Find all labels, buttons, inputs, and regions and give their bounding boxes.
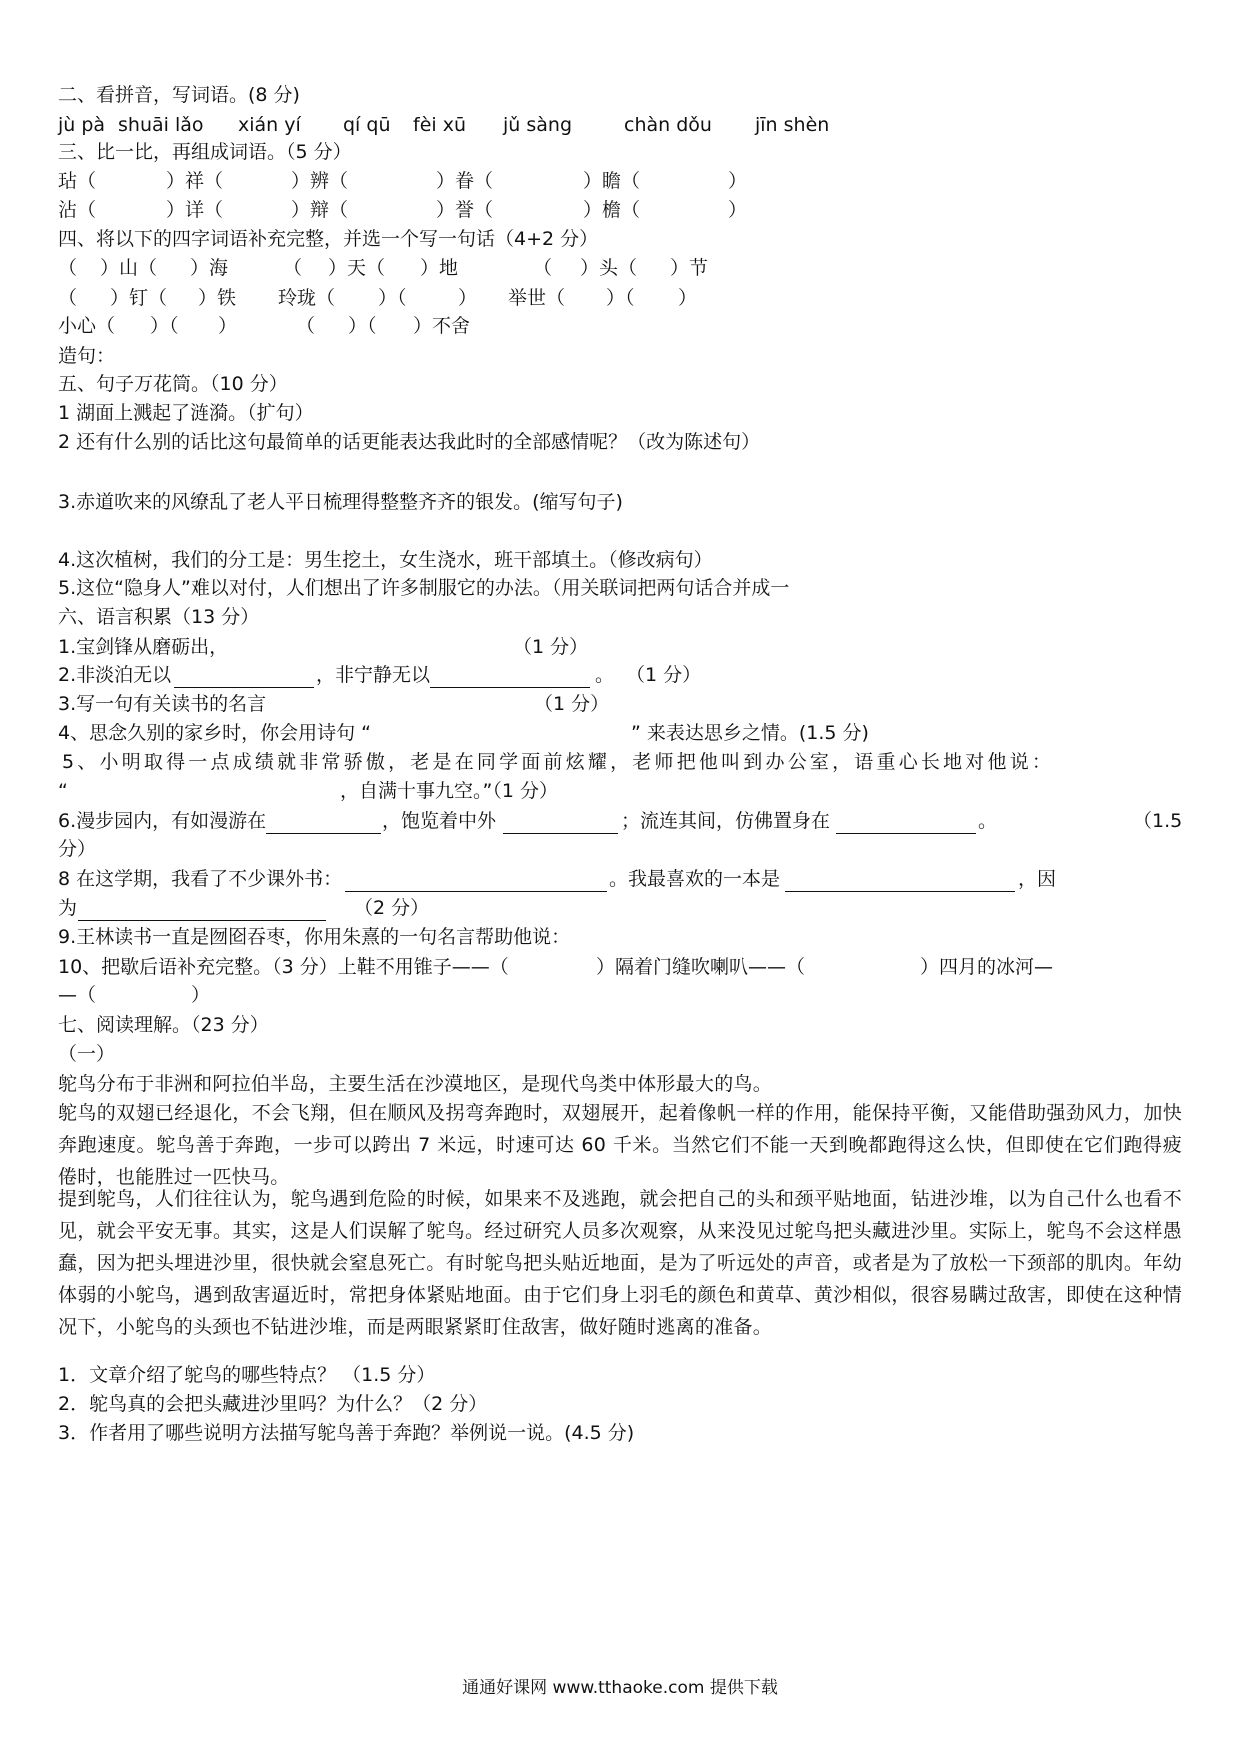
idiom-cell: ）天（ bbox=[328, 257, 386, 279]
answer-blank[interactable] bbox=[785, 891, 1015, 892]
sentence-q5: 5.这位“隐身人”难以对付，人们想出了许多制服它的办法。（用关联词把两句话合并成一 bbox=[58, 577, 790, 599]
section3-heading: 三、比一比，再组成词语。（5 分） bbox=[58, 141, 352, 163]
question-text: 4、思念久别的家乡时，你会用诗句 “ bbox=[58, 722, 371, 744]
question-text: ；流连其间，仿佛置身在 bbox=[621, 810, 831, 832]
idiom-row-1 bbox=[58, 253, 1182, 283]
score-label: （1 分） bbox=[626, 664, 702, 686]
idiom-cell: ）（ bbox=[378, 287, 407, 309]
accum-q6-score-cont: 分） bbox=[58, 838, 97, 860]
question-text: ，饱览着中外 bbox=[382, 810, 497, 832]
idiom-cell: 小心（ bbox=[58, 315, 116, 337]
accum-q2 bbox=[58, 660, 1182, 690]
question-text: 。我最喜欢的一本是 bbox=[609, 868, 781, 890]
idiom-cell: ）头（ bbox=[580, 257, 638, 279]
reading-q2: 2．鸵鸟真的会把头藏进沙里吗？为什么？（2 分） bbox=[58, 1393, 488, 1415]
idiom-cell: ）（ bbox=[606, 287, 635, 309]
idiom-cell: ） bbox=[678, 287, 698, 309]
idiom-row-3 bbox=[58, 311, 1182, 341]
idiom-cell: 举世（ bbox=[508, 287, 566, 309]
question-text: 1.宝剑锋从磨砺出， bbox=[58, 636, 229, 658]
question-text: 3.写一句有关读书的名言 bbox=[58, 693, 267, 715]
score-label: （1 分） bbox=[534, 693, 610, 715]
reading-q3: 3．作者用了哪些说明方法描写鸵鸟善于奔跑？举例说一说。(4.5 分) bbox=[58, 1422, 635, 1444]
compare-row-2 bbox=[58, 195, 1182, 225]
question-text: 8 在这学期，我看了不少课外书： bbox=[58, 868, 343, 890]
section7-heading: 七、阅读理解。（23 分） bbox=[58, 1014, 269, 1036]
question-text: ，非宁静无以 bbox=[316, 664, 431, 686]
idiom-cell: （ bbox=[283, 257, 303, 279]
sentence-q1: 1 湖面上溅起了涟漪。（扩句） bbox=[58, 402, 314, 424]
score-label: （1.5 bbox=[1133, 810, 1183, 832]
compare-cell: ）檐（ bbox=[583, 199, 641, 221]
compare-cell: ）眷（ bbox=[436, 170, 494, 192]
pinyin-item: shuāi lǎo bbox=[118, 114, 204, 136]
accum-q10 bbox=[58, 952, 1182, 982]
accum-q5-line1: 5、小明取得一点成绩就非常骄傲，老是在同学面前炫耀，老师把他叫到办公室，语重心长地对他说： bbox=[62, 751, 1055, 773]
pinyin-item: qí qū bbox=[343, 114, 391, 136]
reading-paragraph-1: 鸵鸟分布于非洲和阿拉伯半岛，主要生活在沙漠地区，是现代鸟类中体形最大的鸟。 bbox=[58, 1073, 773, 1095]
accum-q10-cont bbox=[58, 980, 1182, 1010]
reading-paragraph-2: 鸵鸟的双翅已经退化，不会飞翔，但在顺风及拐弯奔跑时，双翅展开，起着像帆一样的作用，能保持平衡，又能借助强劲风力，加快奔跑速度。鸵鸟善于奔跑，一步可以跨出 7 米远，时速可达 60 千米。当然它们不能一天到晚都跑得这么快，但即使在它们跑得疲倦时，也能胜过一匹快马。 bbox=[58, 1102, 1182, 1188]
section2-heading: 二、看拼音，写词语。(8 分) bbox=[58, 84, 300, 106]
reading-subheading: （一） bbox=[58, 1043, 116, 1065]
question-text: ）隔着门缝吹喇叭——（ bbox=[596, 956, 806, 978]
pinyin-item: jǔ sàng bbox=[503, 114, 573, 136]
sentence-q4: 4.这次植树，我们的分工是：男生挖土，女生浇水，班干部填土。（修改病句） bbox=[58, 549, 713, 571]
section4-heading: 四、将以下的四字词语补充完整，并选一个写一句话（4+2 分） bbox=[58, 228, 599, 250]
compare-cell: 沾（ bbox=[58, 199, 97, 221]
pinyin-item: fèi xū bbox=[413, 114, 466, 136]
idiom-cell: 玲珑（ bbox=[278, 287, 336, 309]
compare-cell: ） bbox=[728, 199, 748, 221]
idiom-cell: ）铁 bbox=[198, 287, 237, 309]
pinyin-item: jīn shèn bbox=[755, 114, 830, 136]
idiom-cell: ） bbox=[218, 315, 238, 337]
pinyin-item: chàn dǒu bbox=[624, 114, 712, 136]
reading-paragraph-3: 提到鸵鸟，人们往往认为，鸵鸟遇到危险的时候，如果来不及逃跑，就会把自己的头和颈平贴地面，钻进沙堆，以为自己什么也看不见，就会平安无事。其实，这是人们误解了鸵鸟。经过研究人员多次观察，从来没见过鸵鸟把头藏进沙里。实际上，鸵鸟不会这样愚蠢，因为把头埋进沙里，很快就会窒息死亡。有时鸵鸟把头贴近地面，是为了听远处的声音，或者是为了放松一下颈部的肌肉。年幼体弱的小鸵鸟，遇到敌害逼近时，常把身体紧贴地面。由于它们身上羽毛的颜色和黄草、黄沙相似，很容易瞒过敌害，即使在这种情况下，小鸵鸟的头颈也不钻进沙堆，而是两眼紧紧盯住敌害，做好随时逃离的准备。 bbox=[58, 1188, 1182, 1338]
score-label: （2 分） bbox=[354, 897, 430, 919]
pinyin-item: jù pà bbox=[58, 114, 106, 136]
question-text: ，自满十事九空。”（1 分） bbox=[340, 780, 558, 802]
idiom-cell: （ bbox=[58, 257, 78, 279]
question-text: —（ bbox=[58, 984, 97, 1006]
accum-q3 bbox=[58, 689, 1182, 719]
pinyin-item: xián yí bbox=[238, 114, 301, 136]
question-text: ” 来表达思乡之情。(1.5 分) bbox=[631, 722, 869, 744]
idiom-cell: ）（ bbox=[150, 315, 179, 337]
accum-q6 bbox=[58, 806, 1182, 836]
compare-cell: ）祥（ bbox=[166, 170, 224, 192]
question-text: 10、把歇后语补充完整。（3 分）上鞋不用锥子——（ bbox=[58, 956, 509, 978]
reading-q1: 1．文章介绍了鸵鸟的哪些特点？ （1.5 分） bbox=[58, 1364, 436, 1386]
question-text: 6.漫步园内，有如漫游在 bbox=[58, 810, 267, 832]
idiom-cell: ） bbox=[458, 287, 478, 309]
question-text: 。 bbox=[978, 810, 998, 832]
sentence-q3: 3.赤道吹来的风缭乱了老人平日梳理得整整齐齐的银发。(缩写句子) bbox=[58, 491, 623, 513]
accum-q1 bbox=[58, 632, 1182, 662]
accum-q8-cont bbox=[58, 893, 1182, 923]
question-text: ） bbox=[191, 984, 211, 1006]
accum-q8 bbox=[58, 864, 1182, 894]
answer-blank[interactable] bbox=[430, 687, 590, 688]
sentence-q2: 2 还有什么别的话比这句最简单的话更能表达我此时的全部感情呢？（改为陈述句） bbox=[58, 431, 761, 453]
idiom-cell: ）海 bbox=[190, 257, 229, 279]
compare-cell: ）辨（ bbox=[291, 170, 349, 192]
accum-q4 bbox=[58, 718, 1182, 748]
answer-blank[interactable] bbox=[78, 920, 326, 921]
section5-heading: 五、句子万花筒。（10 分） bbox=[58, 373, 288, 395]
idiom-cell: （ bbox=[58, 287, 78, 309]
compare-cell: ）辩（ bbox=[291, 199, 349, 221]
idiom-cell: ）节 bbox=[670, 257, 709, 279]
question-text: ，因 bbox=[1018, 868, 1057, 890]
compare-cell: ）详（ bbox=[166, 199, 224, 221]
question-text: 。 bbox=[595, 664, 615, 686]
question-text: 2.非淡泊无以 bbox=[58, 664, 172, 686]
question-text: ）四月的冰河— bbox=[920, 956, 1054, 978]
accum-q9: 9.王林读书一直是囫囵吞枣，你用朱熹的一句名言帮助他说： bbox=[58, 926, 571, 948]
footer-text: 通通好课网 www.tthaoke.com 提供下载 bbox=[462, 1678, 778, 1698]
section6-heading: 六、语言积累（13 分） bbox=[58, 606, 260, 628]
compare-cell: 玷（ bbox=[58, 170, 97, 192]
question-text: 为 bbox=[58, 897, 78, 919]
idiom-cell: ）山（ bbox=[100, 257, 158, 279]
pinyin-row bbox=[58, 110, 1182, 140]
compare-cell: ） bbox=[728, 170, 748, 192]
compare-cell: ）瞻（ bbox=[583, 170, 641, 192]
idiom-cell: ）地 bbox=[420, 257, 459, 279]
idiom-cell: （ bbox=[533, 257, 553, 279]
compare-row-1 bbox=[58, 166, 1182, 196]
idiom-cell: ）（ bbox=[348, 315, 377, 337]
idiom-cell: （ bbox=[296, 315, 316, 337]
idiom-cell: ）钉（ bbox=[110, 287, 168, 309]
question-text: “ bbox=[58, 780, 68, 802]
idiom-row-2 bbox=[58, 283, 1182, 313]
answer-blank[interactable] bbox=[345, 891, 607, 892]
accum-q5-line2 bbox=[58, 776, 1182, 806]
make-sentence-label: 造句： bbox=[58, 345, 116, 367]
score-label: （1 分） bbox=[513, 636, 589, 658]
idiom-cell: ）不舍 bbox=[413, 315, 471, 337]
answer-blank[interactable] bbox=[174, 687, 314, 688]
compare-cell: ）誉（ bbox=[436, 199, 494, 221]
